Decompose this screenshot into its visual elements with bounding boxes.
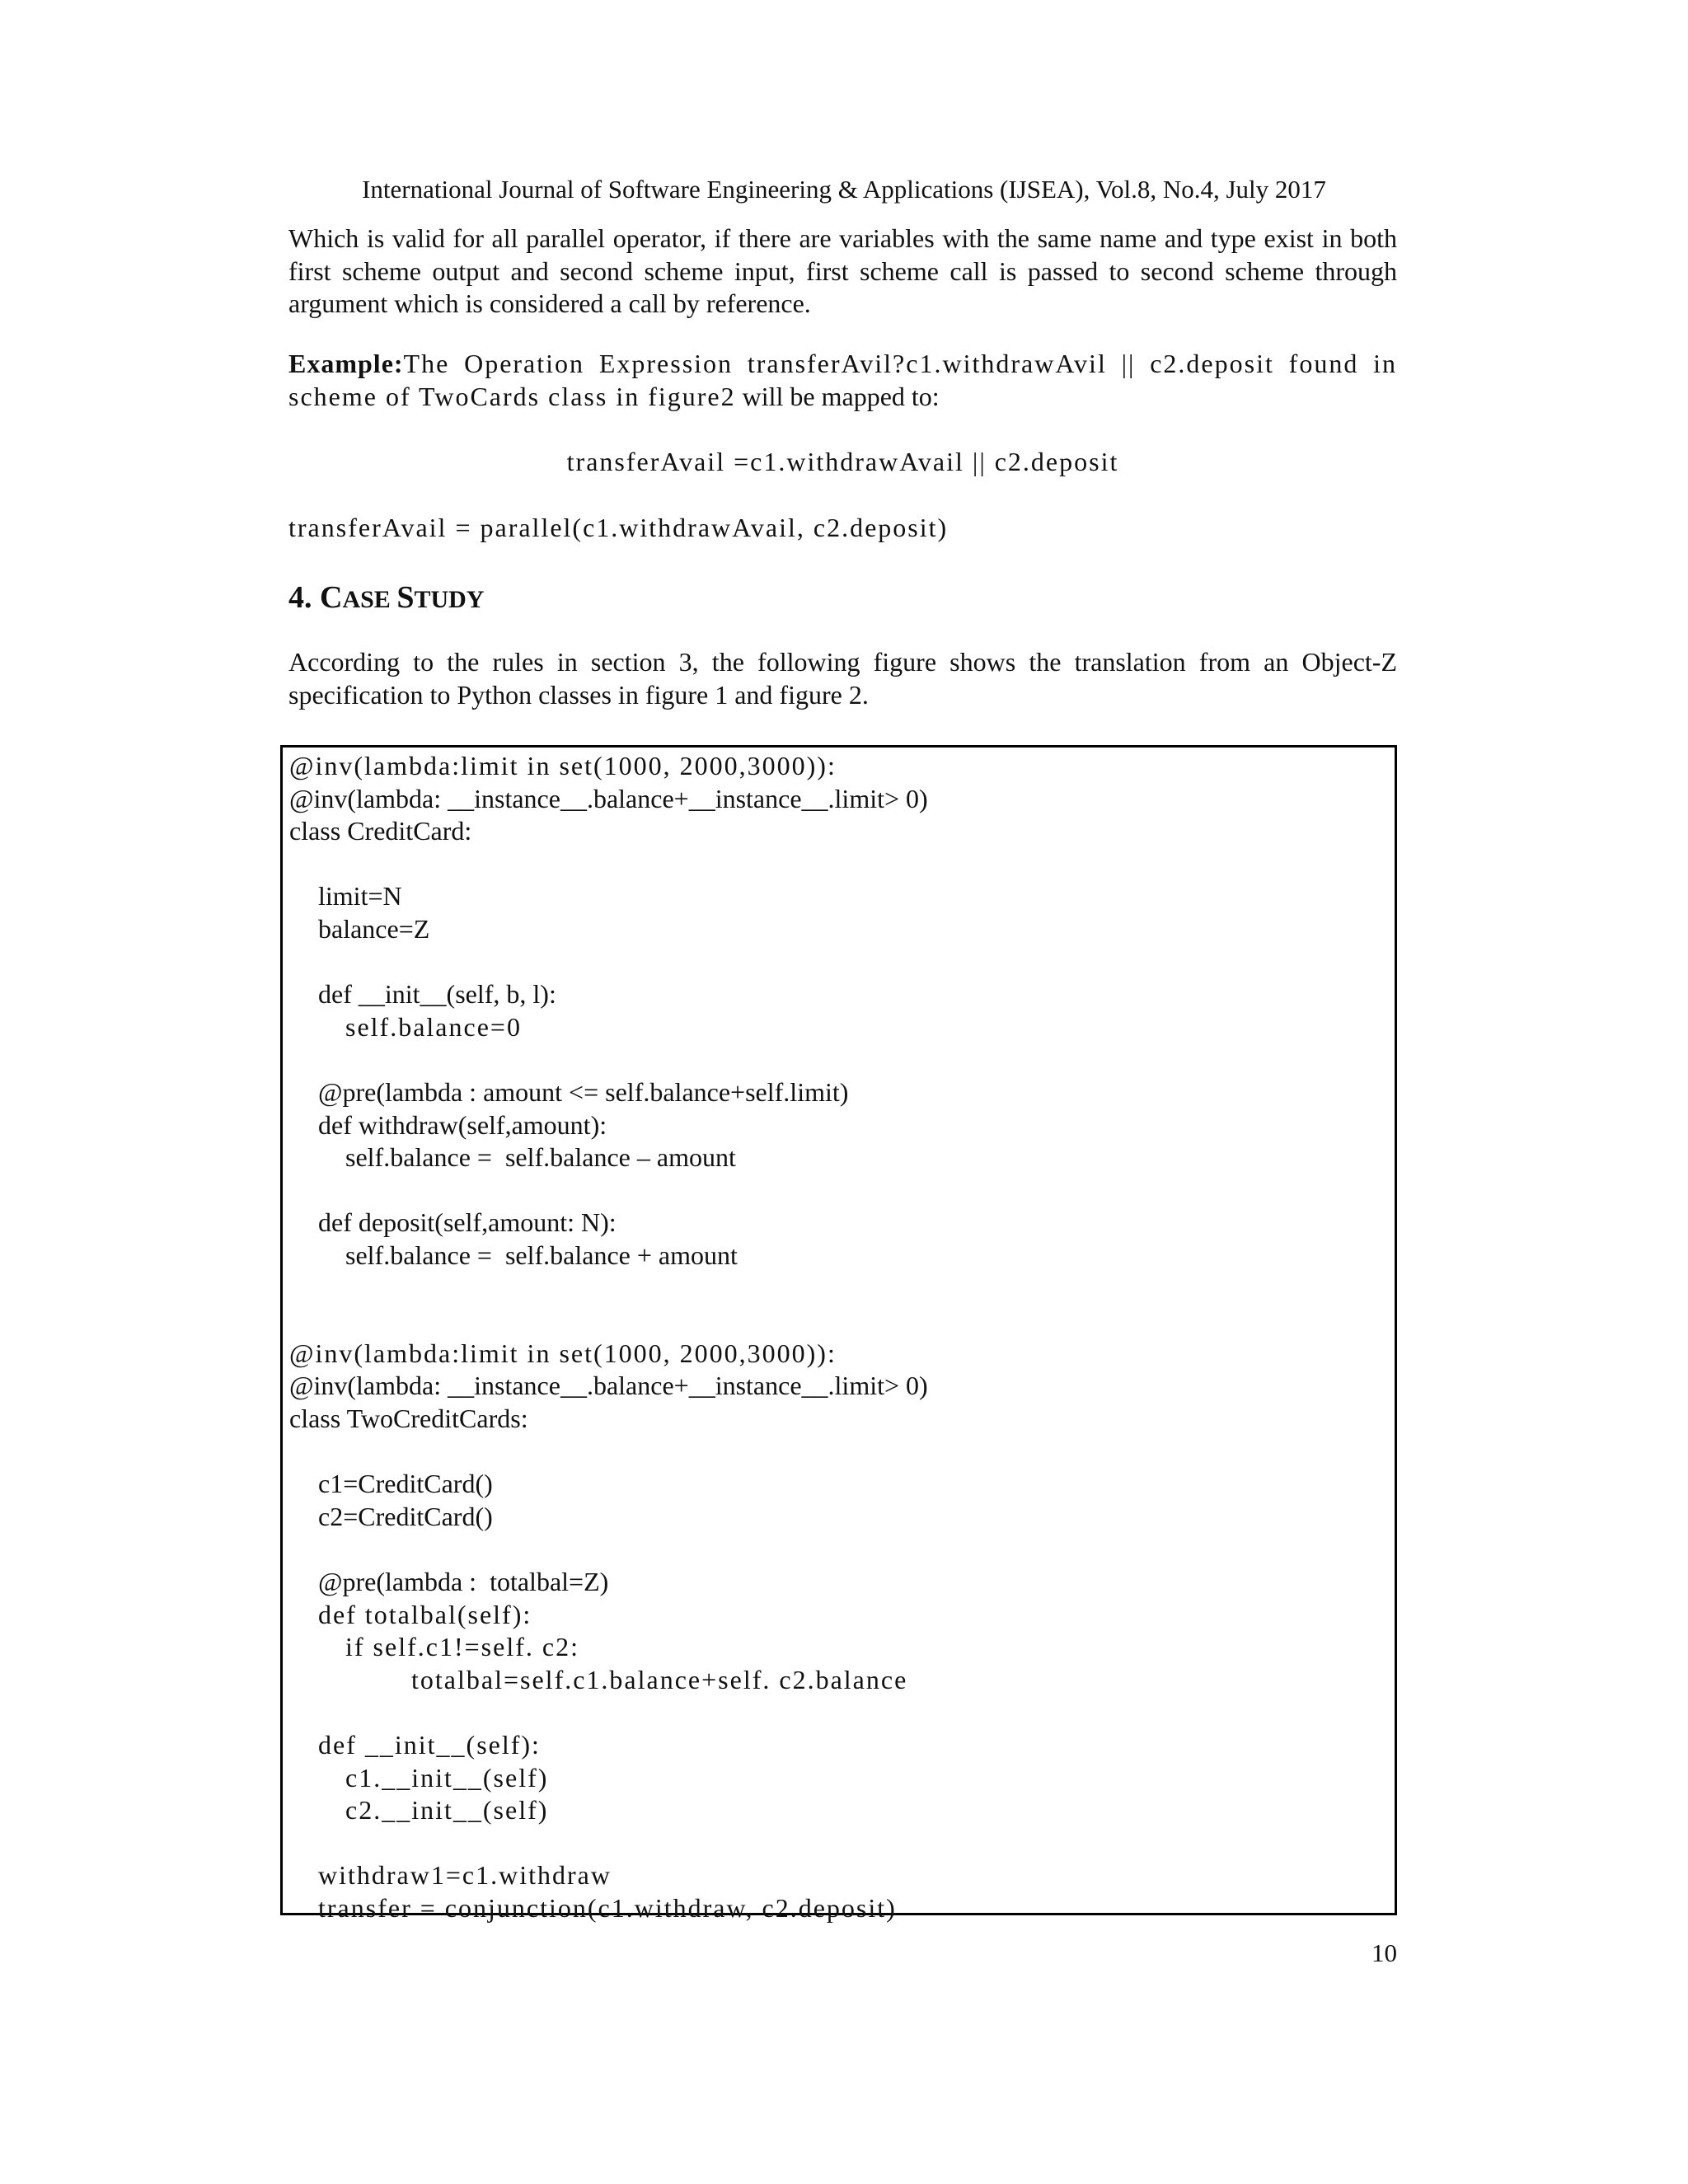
code-line: totalbal=self.c1.balance+self. c2.balance xyxy=(411,1664,908,1694)
code-line: self.balance = self.balance – amount xyxy=(345,1142,736,1173)
code-line: def __init__(self): xyxy=(318,1730,541,1760)
code-line: self.balance = self.balance + amount xyxy=(345,1240,738,1270)
code-line: def deposit(self,amount: N): xyxy=(318,1207,617,1238)
code-line: @pre(lambda : amount <= self.balance+self.limit) xyxy=(318,1077,849,1107)
case-study-paragraph: According to the rules in section 3, the following figure shows the translation from an Object-Z specification to Python classes in figure 1 and figure 2. xyxy=(288,647,1397,710)
code-line: balance=Z xyxy=(318,914,430,944)
section-title-cap2: S xyxy=(396,580,415,615)
code-line: class TwoCreditCards: xyxy=(289,1404,528,1433)
intro-paragraph-block xyxy=(288,223,1397,321)
running-header: International Journal of Software Engineering & Applications (IJSEA), Vol.8, No.4, July 2017 xyxy=(362,175,1326,204)
code-line: class CreditCard: xyxy=(289,816,472,846)
code-line: @inv(lambda: __instance__.balance+__instance__.limit> 0) xyxy=(289,783,928,813)
section-title-rest2: TUDY xyxy=(414,586,485,613)
example-paragraph xyxy=(288,348,1397,413)
page-number: 10 xyxy=(1372,1938,1397,1967)
case-study-paragraph-block xyxy=(288,646,1397,711)
example-text: The Operation Expression transferAvil?c1.withdrawAvil || c2.deposit found in scheme of TwoCards class in figure2 xyxy=(288,349,1397,411)
code-line: @inv(lambda:limit in set(1000, 2000,3000)): xyxy=(289,751,837,780)
code-line: limit=N xyxy=(318,881,402,912)
section-heading xyxy=(288,579,484,619)
mapping-expression: transferAvail =c1.withdrawAvail || c2.deposit xyxy=(566,447,1119,476)
code-line: self.balance=0 xyxy=(345,1011,522,1042)
code-line: @inv(lambda: __instance__.balance+__instance__.limit> 0) xyxy=(289,1371,928,1401)
example-label: Example: xyxy=(288,349,404,378)
section-number: 4. xyxy=(288,580,320,615)
code-line: c2.__init__(self) xyxy=(345,1795,549,1825)
code-line: if self.c1!=self. c2: xyxy=(345,1632,579,1662)
code-line: @pre(lambda : totalbal=Z) xyxy=(318,1567,609,1596)
code-line: withdraw1=c1.withdraw xyxy=(318,1860,612,1891)
code-line: c1=CreditCard() xyxy=(318,1469,493,1499)
example-block xyxy=(288,348,1397,413)
code-listing-box xyxy=(280,745,1397,1923)
example-text-tail: will be mapped to: xyxy=(735,381,940,411)
section-title-rest1: ASE xyxy=(342,586,397,613)
code-line: def __init__(self, b, l): xyxy=(318,979,556,1010)
code-line: c1.__init__(self) xyxy=(345,1762,549,1793)
intro-paragraph: Which is valid for all parallel operator, if there are variables with the same name and type exist in both first scheme output and second scheme input, first scheme call is passed to second scheme through argument which is considered a call by reference. xyxy=(288,223,1397,318)
code-line: c2=CreditCard() xyxy=(318,1501,493,1531)
section-title-cap1: C xyxy=(320,580,343,615)
code-line: def totalbal(self): xyxy=(318,1599,532,1629)
code-line: transfer = conjunction(c1.withdraw, c2.deposit) xyxy=(318,1893,897,1923)
code-line: @inv(lambda:limit in set(1000, 2000,3000)): xyxy=(289,1338,837,1368)
mapping-python: transferAvail = parallel(c1.withdrawAvail, c2.deposit) xyxy=(288,513,949,542)
code-line: def withdraw(self,amount): xyxy=(318,1109,607,1140)
